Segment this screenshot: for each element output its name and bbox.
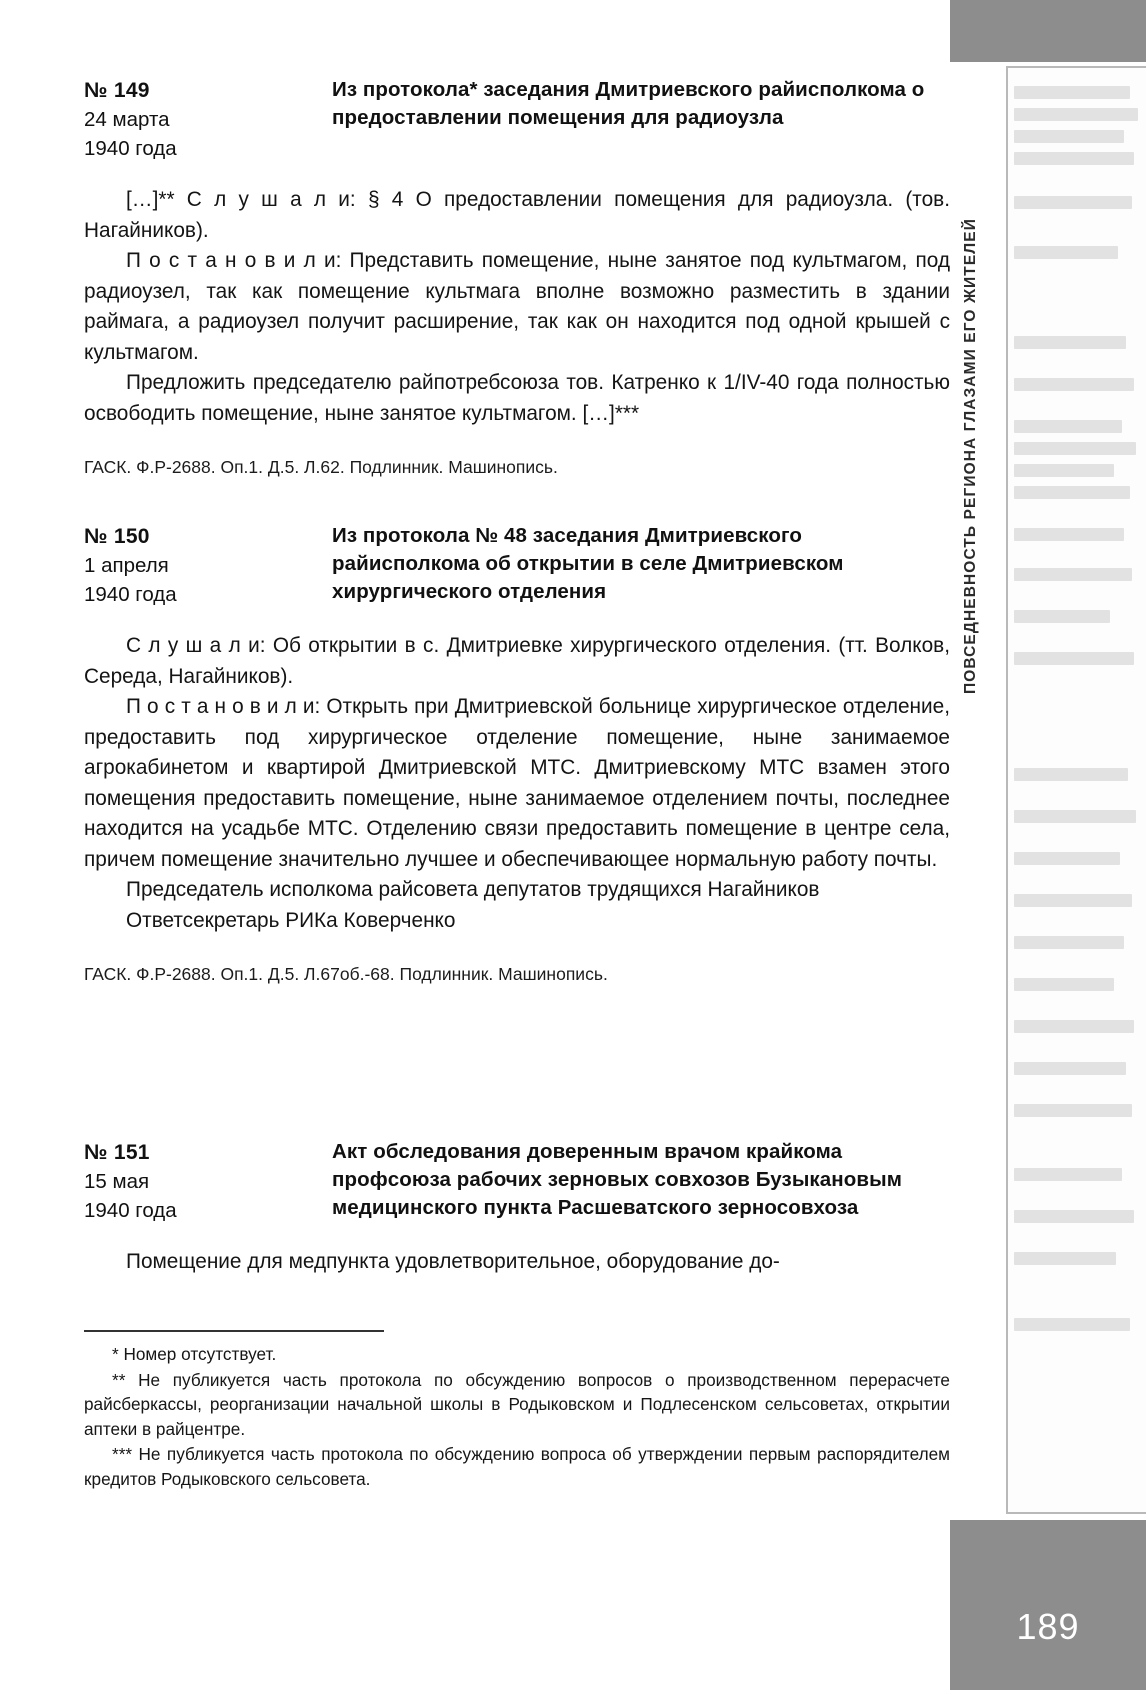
running-title: ПОВСЕДНЕВНОСТЬ РЕГИОНА ГЛАЗАМИ ЕГО ЖИТЕЛЕЙ bbox=[962, 218, 979, 694]
entry-text bbox=[84, 631, 950, 986]
entry-date-line1: 1 апреля bbox=[84, 554, 169, 577]
entry-header bbox=[84, 522, 950, 609]
footnote-item: ** Не публикуется часть протокола по обсуждению вопросов о производственном перерасчете райсберкассы, реорганизации начальной школы в Родыковском и Подлесенском сельсоветах, открытии аптеки в райцентре. bbox=[84, 1369, 950, 1439]
entry-number: № 150 bbox=[84, 525, 150, 548]
entry-header bbox=[84, 76, 950, 163]
footnote-item: *** Не публикуется часть протокола по обсуждению вопроса об утверждении первым распорядителем кредитов Родыковского сельсовета. bbox=[84, 1444, 950, 1489]
side-margin-strip bbox=[950, 0, 1146, 1690]
entry-number: № 149 bbox=[84, 79, 150, 102]
entry-meta bbox=[84, 76, 332, 163]
entry-number: № 151 bbox=[84, 1141, 150, 1164]
strip-bottom-block bbox=[950, 1520, 1146, 1690]
bleed-through-panel bbox=[1006, 66, 1146, 1514]
footnote-rule bbox=[84, 1330, 384, 1332]
entry-header bbox=[84, 1138, 950, 1225]
page-number: 189 bbox=[1016, 1606, 1080, 1647]
entry-meta bbox=[84, 1138, 332, 1225]
entry-meta bbox=[84, 522, 332, 609]
footnotes bbox=[84, 1330, 950, 1492]
document-entry-150 bbox=[84, 522, 950, 986]
entry-paragraph: Помещение для медпункта удовлетворительное, оборудование до- bbox=[126, 1250, 780, 1273]
entry-text bbox=[84, 1247, 950, 1278]
entry-date-line1: 15 мая bbox=[84, 1170, 150, 1193]
entry-paragraph: П о с т а н о в и л и: Представить помещение, ныне занятое под культмагом, под радиоузел, так как помещение культмага вполне возможно разместить в здании раймага, а радиоузел получит расширение, так как он находится под одной крышей с культмагом. bbox=[84, 249, 950, 364]
entry-paragraph: Председатель исполкома райсовета депутатов трудящихся Нагайников bbox=[126, 878, 820, 901]
document-entry-151 bbox=[84, 1138, 950, 1278]
archive-reference bbox=[84, 455, 950, 479]
entry-paragraph: Предложить председателю райпотребсоюза тов. Катренко к 1/IV-40 года полностью освободить помещение, ныне занятое культмагом. […]*** bbox=[84, 371, 950, 425]
archive-reference-text: ГАСК. Ф.Р-2688. Оп.1. Д.5. Л.62. Подлинник. Машинопись. bbox=[84, 457, 558, 477]
archive-reference-text: ГАСК. Ф.Р-2688. Оп.1. Д.5. Л.67об.-68. Подлинник. Машинопись. bbox=[84, 964, 608, 984]
entry-paragraph: […]** С л у ш а л и: § 4 О предоставлении помещения для радиоузла. (тов. Нагайников). bbox=[84, 188, 950, 242]
entry-date-line1: 24 марта bbox=[84, 108, 170, 131]
entry-date-line2: 1940 года bbox=[84, 137, 177, 160]
entry-text bbox=[84, 185, 950, 479]
document-entry-149 bbox=[84, 76, 950, 479]
entry-date-line2: 1940 года bbox=[84, 583, 177, 606]
entry-paragraph: П о с т а н о в и л и: Открыть при Дмитриевской больнице хирургическое отделение, предоставить под хирургическое отделение помещение, ныне занимаемое агрокабинетом и квартирой Дмитриевской МТС. Дмитриевскому МТС взамен этого помещения предоставить помещение, ныне занимаемое отделением почты, последнее находится на усадьбе МТС. Отделению связи предоставить помещение в центре села, причем помещение значительно лучшее и обеспечивающее нормальную работу почты. bbox=[84, 695, 950, 871]
entry-date-line2: 1940 года bbox=[84, 1199, 177, 1222]
entry-title: Из протокола* заседания Дмитриевского райисполкома о предоставлении помещения для радиоузла bbox=[332, 78, 925, 129]
entry-paragraph: С л у ш а л и: Об открытии в с. Дмитриевке хирургического отделения. (тт. Волков, Середа, Нагайников). bbox=[84, 634, 950, 688]
footnote-item: * Номер отсутствует. bbox=[112, 1344, 277, 1364]
archive-reference bbox=[84, 962, 950, 986]
strip-top-block bbox=[950, 0, 1146, 62]
entry-title: Акт обследования доверенным врачом крайкома профсоюза рабочих зерновых совхозов Бузыкановым медицинского пункта Расшеватского зерносовхоза bbox=[332, 1140, 902, 1219]
entry-title: Из протокола № 48 заседания Дмитриевского райисполкома об открытии в селе Дмитриевском хирургического отделения bbox=[332, 524, 844, 603]
entry-paragraph: Ответсекретарь РИКа Коверченко bbox=[126, 908, 456, 932]
